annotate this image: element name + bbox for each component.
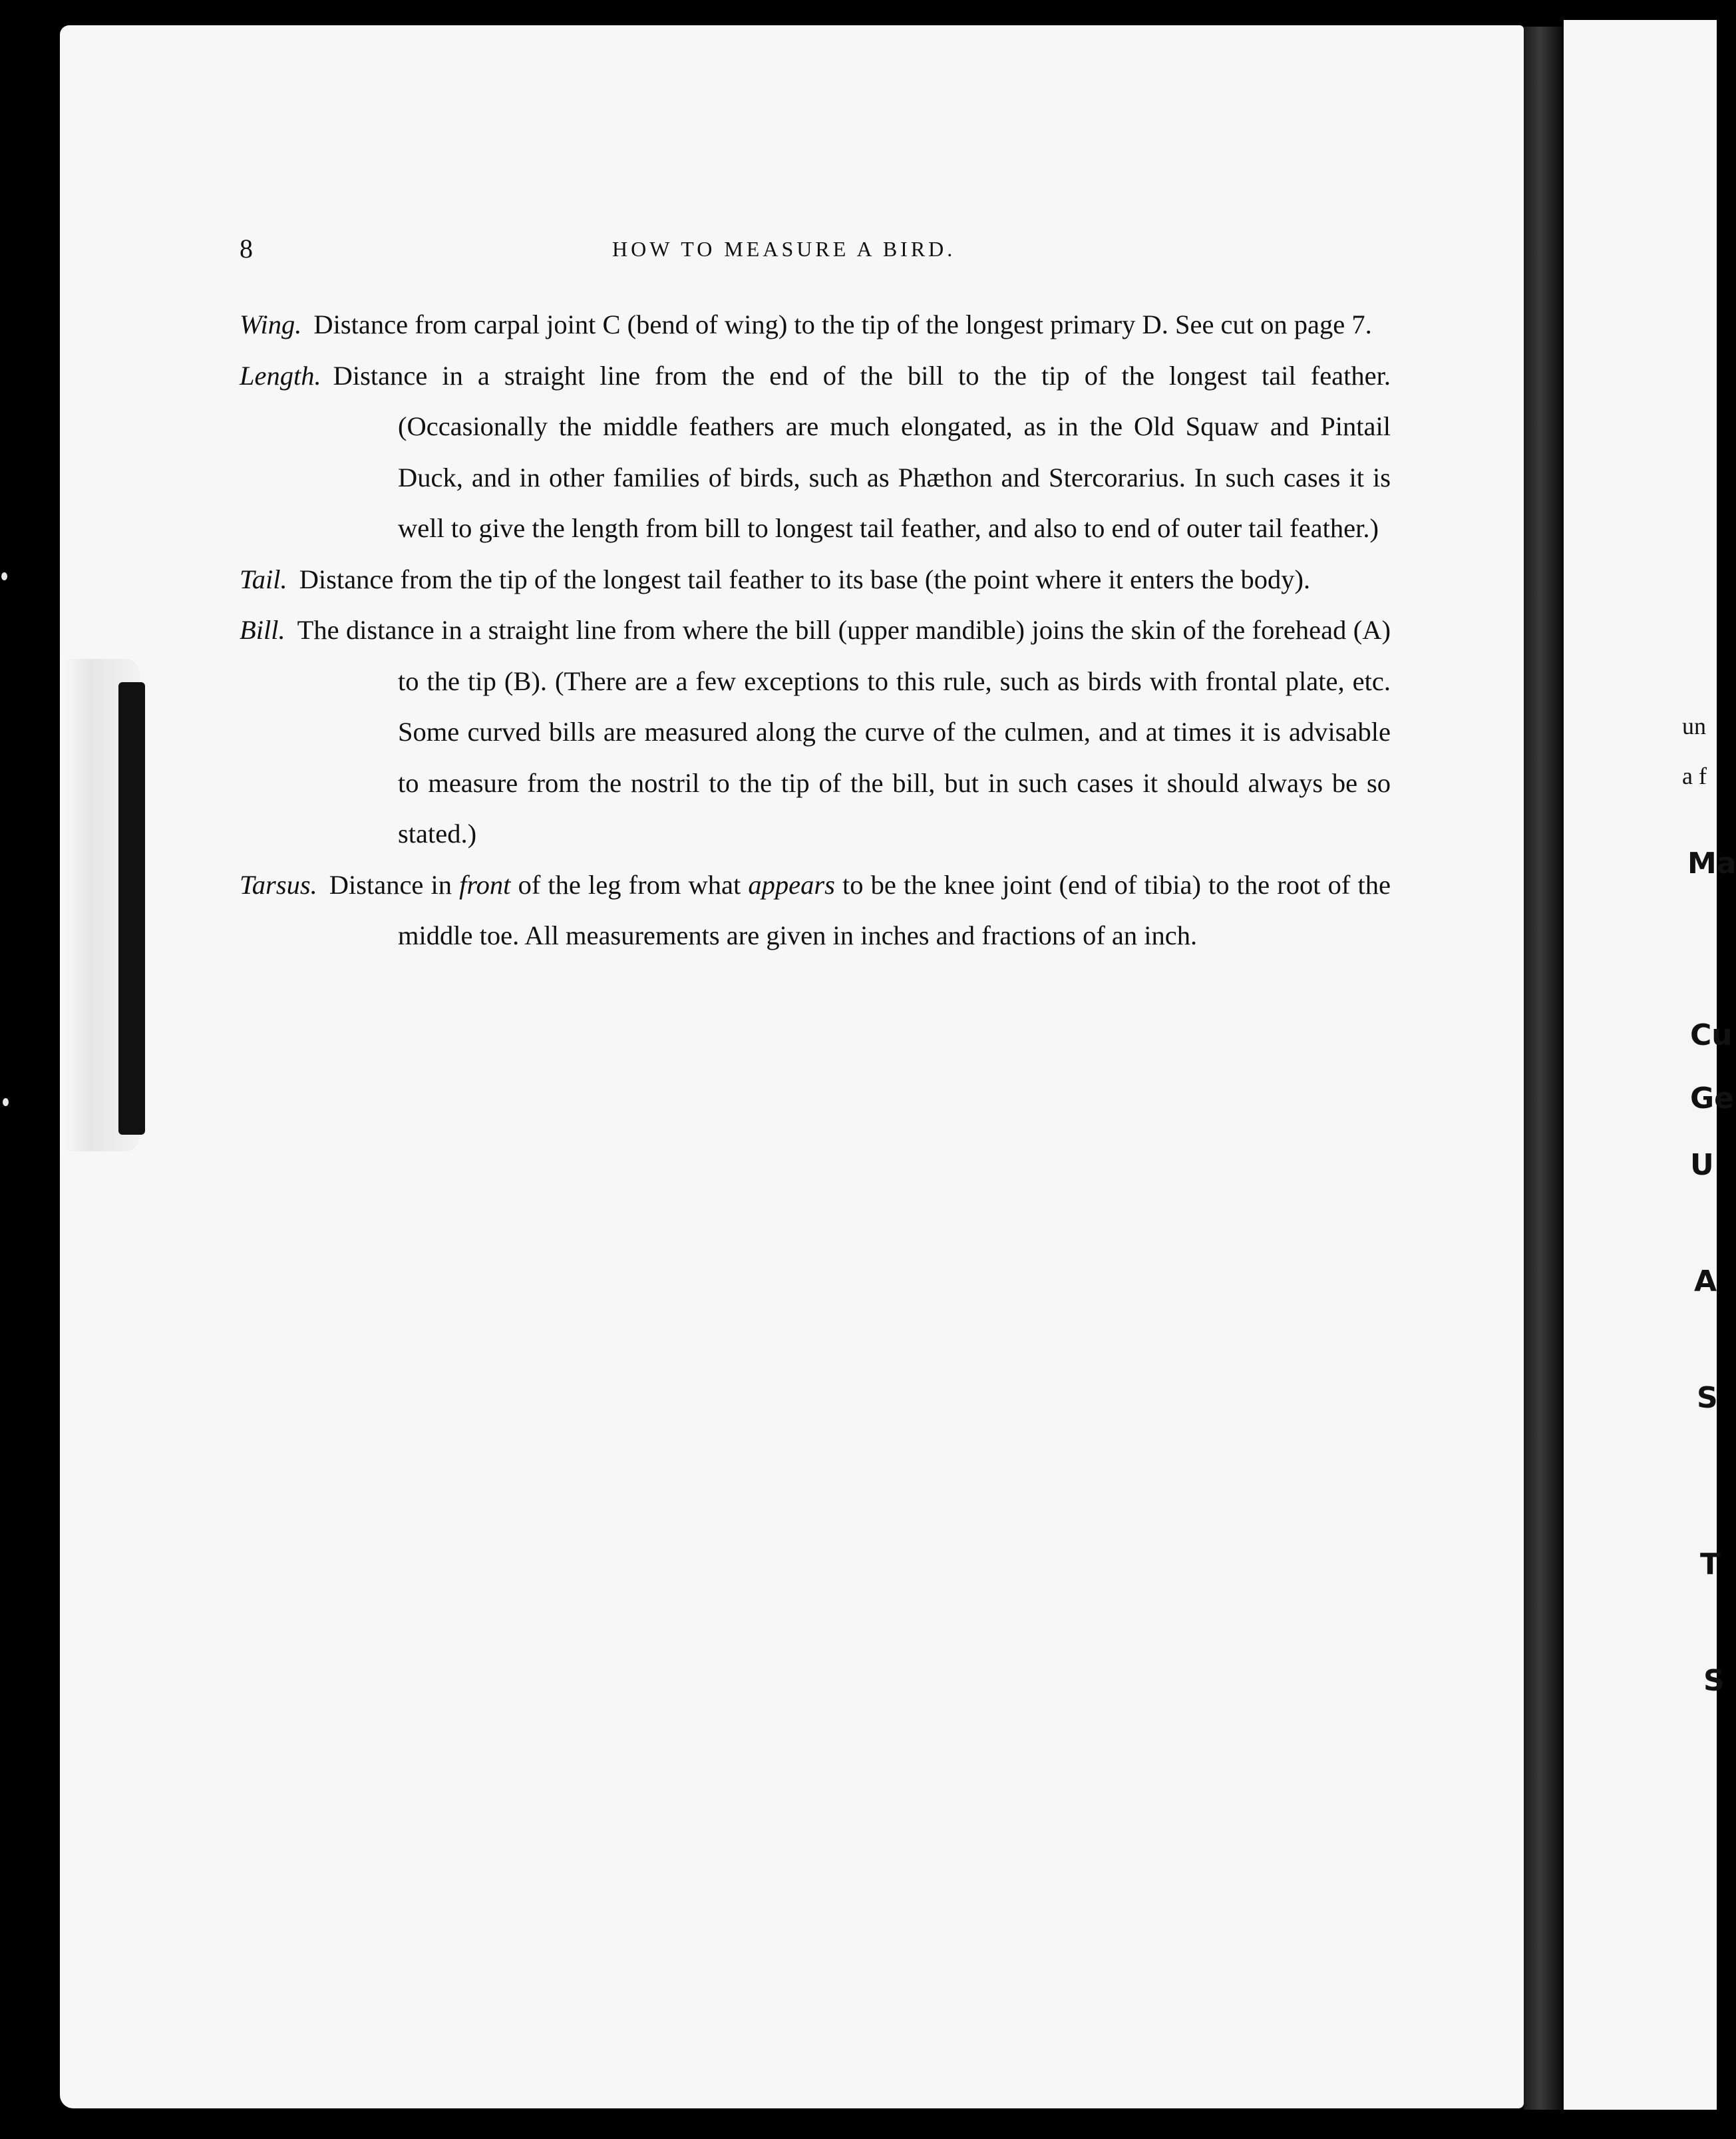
definition-text: to be the knee joint (end of tibia) to the root of the middle toe. All measurements are given in inches and fractions of an inch. — [398, 869, 1391, 950]
term-label: Length. — [240, 360, 321, 391]
definition-text: Distance from the tip of the longest tail feather to its base (the point where it enters the body). — [299, 564, 1311, 594]
dust-speck — [1, 572, 7, 580]
definition-text: Distance from carpal joint C (bend of wing) to the tip of the longest primary D. See cut on page 7. — [313, 309, 1372, 339]
definition-text: Distance in a straight line from the end of the bill to the tip of the longest tail feather. (Occasionally the middle feathers are much elongated, as in the Old Squaw and Pintail Duck, and in other families of birds, such as Phæthon and Stercorarius. In such cases it is well to give the length from bill to longest tail feather, and also to end of outer tail feather.) — [333, 360, 1391, 543]
facing-page-fragment: T — [1700, 1547, 1721, 1581]
definition-text: The distance in a straight line from where the bill (upper mandible) joins the skin of the forehead (A) to the tip (B). (There are a few exceptions to this rule, such as birds with frontal plate, etc. Some curved bills are measured along the curve of the culmen, and at times it is advisable to measure from the nostril to the tip of the bill, but in such cases it should always be so stated.) — [297, 615, 1391, 849]
page-number: 8 — [240, 234, 253, 264]
running-title: HOW TO MEASURE A BIRD. — [612, 237, 956, 261]
definition-text: of the leg from what — [510, 869, 749, 900]
book-page-right — [1564, 20, 1717, 2110]
term-label: Bill. — [240, 615, 285, 645]
definition-tarsus — [240, 860, 1391, 962]
term-label: Wing. — [240, 309, 302, 339]
measurement-definitions — [240, 299, 1391, 962]
facing-page-fragment: un — [1682, 713, 1706, 739]
page-clip-shadow — [118, 682, 145, 1135]
term-label: Tail. — [240, 564, 287, 594]
facing-page-fragment: a f — [1682, 763, 1707, 789]
definition-text: Distance in — [329, 869, 460, 900]
definition-tail — [240, 554, 1391, 606]
book-spine — [1524, 27, 1564, 2110]
emphasis-appears: appears — [748, 869, 835, 900]
facing-page-fragment: S — [1703, 1664, 1725, 1698]
definition-length — [240, 351, 1391, 554]
definition-wing — [240, 299, 1391, 351]
facing-page-fragment: U — [1690, 1148, 1714, 1182]
emphasis-front: front — [459, 869, 511, 900]
page-header — [240, 233, 1384, 273]
term-label: Tarsus. — [240, 869, 317, 900]
facing-page-fragment: A — [1694, 1264, 1717, 1298]
facing-page-fragment: Ge — [1690, 1081, 1734, 1115]
dust-speck — [3, 1098, 9, 1106]
facing-page-fragment: Cu — [1690, 1018, 1733, 1052]
facing-page-fragment: Ma — [1687, 847, 1736, 880]
facing-page-fragment: S — [1697, 1381, 1718, 1415]
definition-bill — [240, 605, 1391, 860]
